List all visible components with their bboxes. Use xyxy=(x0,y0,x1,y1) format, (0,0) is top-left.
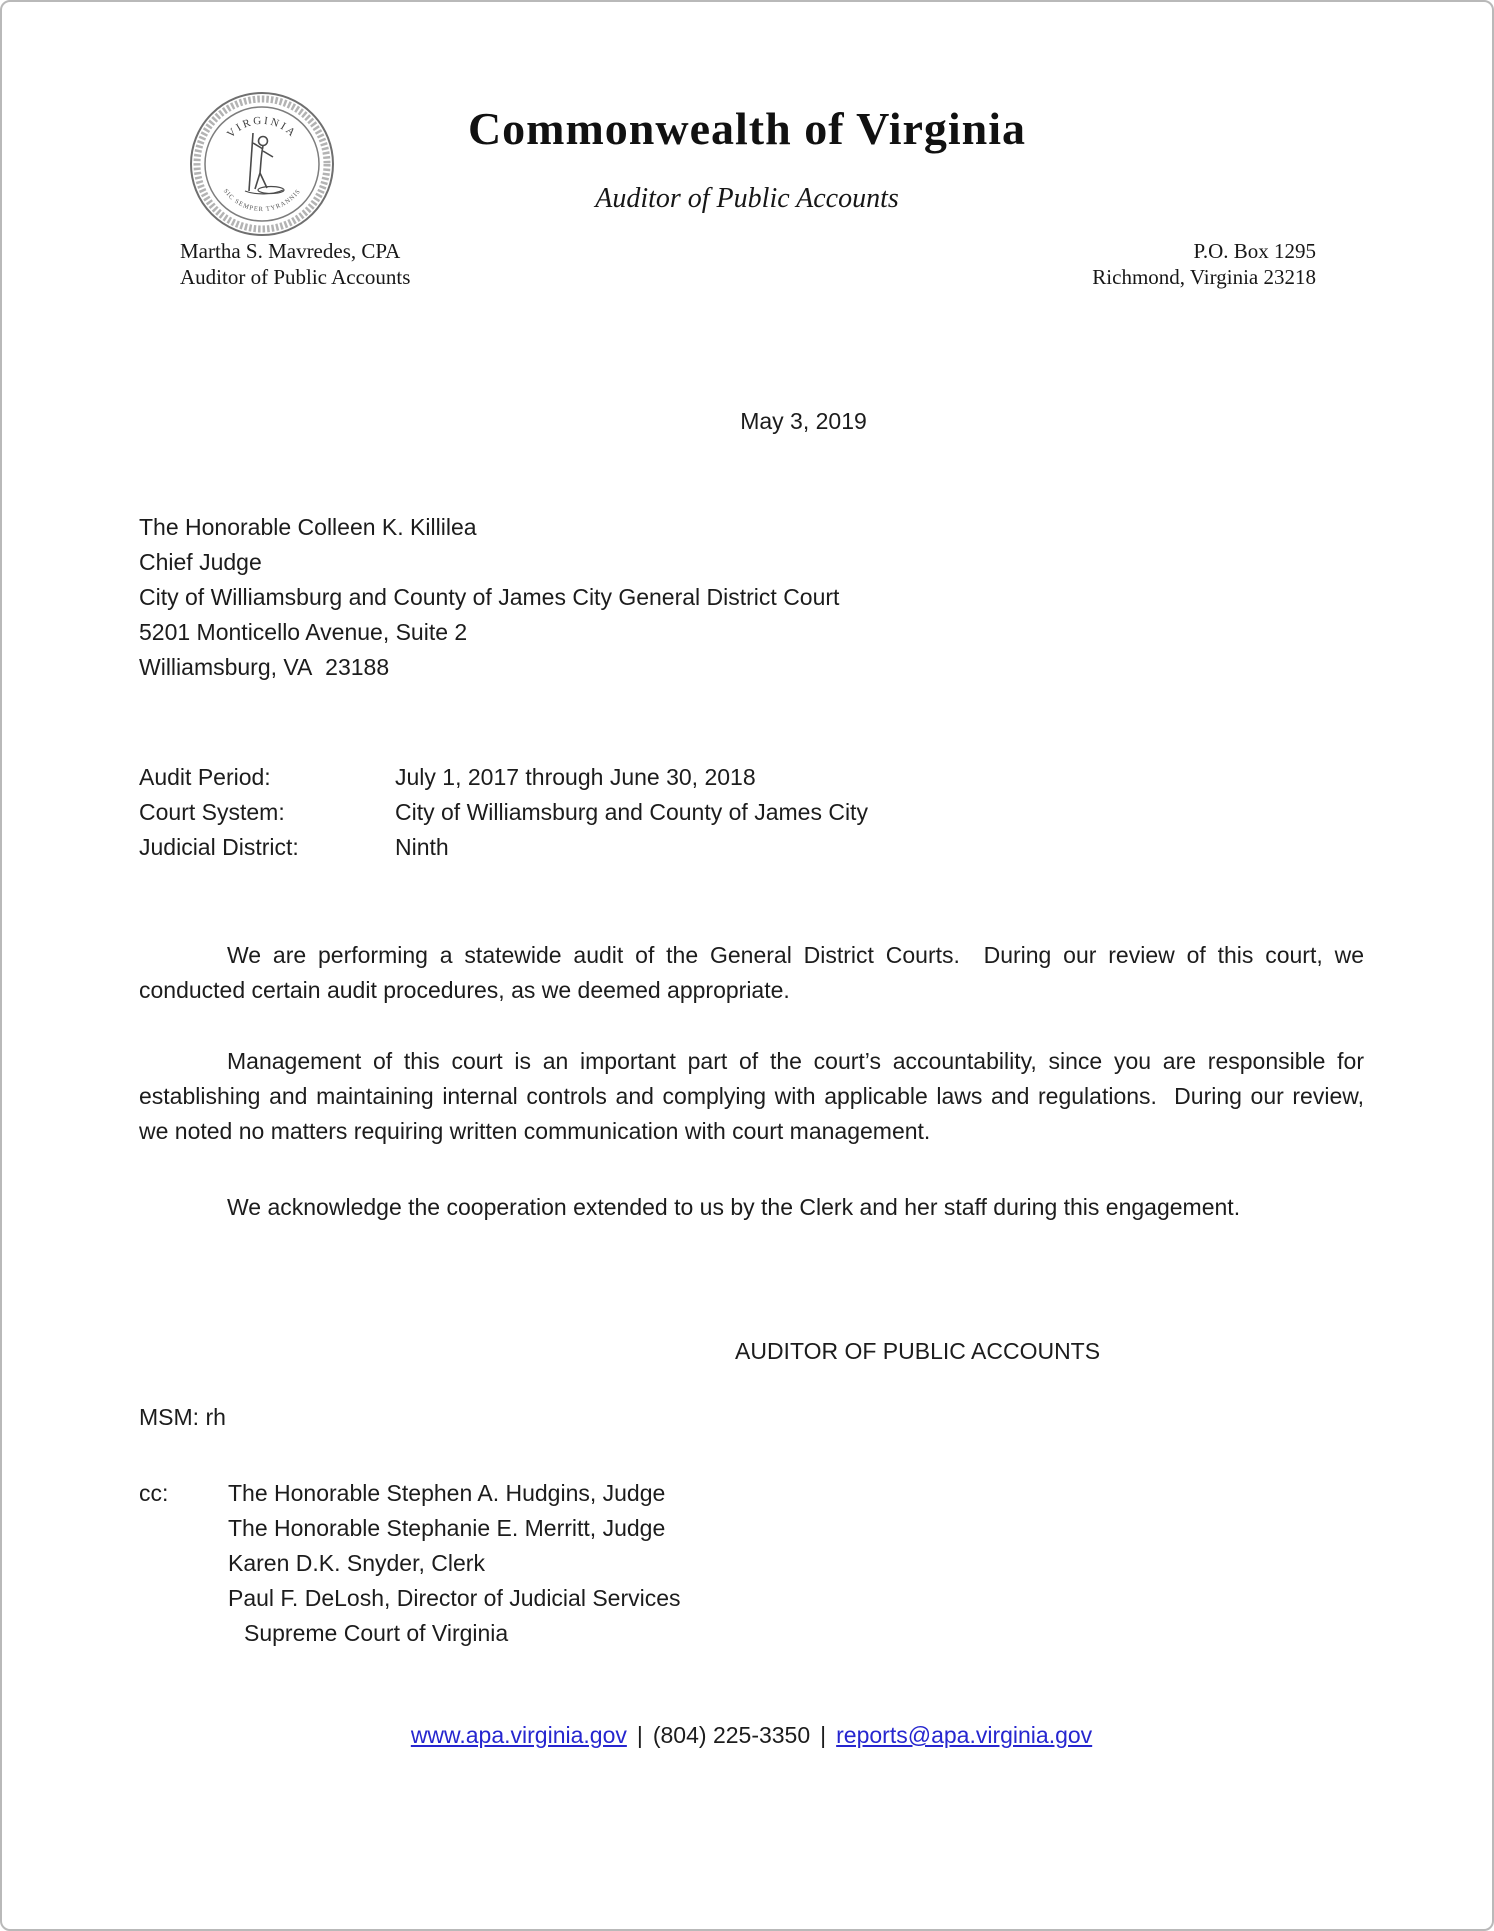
cc-list xyxy=(228,1476,681,1651)
recipient-line: City of Williamsburg and County of James City General District Court xyxy=(139,584,840,610)
footer-separator: | xyxy=(636,1722,643,1748)
recipient-address xyxy=(139,510,1364,685)
email-link[interactable]: reports@apa.virginia.gov xyxy=(836,1722,1093,1748)
judicial-district-value: Ninth xyxy=(395,834,449,860)
footer-separator: | xyxy=(820,1722,827,1748)
recipient-line: The Honorable Colleen K. Killilea xyxy=(139,514,477,540)
court-system-label: Court System: xyxy=(139,799,285,825)
auditor-name-block xyxy=(180,238,410,290)
org-title: Commonwealth of Virginia xyxy=(467,103,1027,154)
body-paragraph: We acknowledge the cooperation extended to us by the Clerk and her staff during this engagement. xyxy=(227,1194,1241,1220)
city-state-zip: Richmond, Virginia 23218 xyxy=(1092,265,1316,289)
audit-period-label: Audit Period: xyxy=(139,764,271,790)
contact-footer xyxy=(139,1718,1364,1753)
letter-content xyxy=(139,404,1364,1753)
court-system-value: City of Williamsburg and County of James City xyxy=(395,799,868,825)
recipient-line: 5201 Monticello Avenue, Suite 2 xyxy=(139,619,468,645)
cc-line: The Honorable Stephanie E. Merritt, Judge xyxy=(228,1515,666,1541)
cc-block xyxy=(139,1476,1364,1651)
judicial-district-label: Judicial District: xyxy=(139,834,299,860)
recipient-line: Chief Judge xyxy=(139,549,262,575)
cc-line: Paul F. DeLosh, Director of Judicial Services xyxy=(228,1585,681,1611)
org-subtitle: Auditor of Public Accounts xyxy=(595,183,899,214)
cc-line: The Honorable Stephen A. Hudgins, Judge xyxy=(228,1480,666,1506)
recipient-line: Williamsburg, VA 23188 xyxy=(139,654,390,680)
cc-label: cc: xyxy=(139,1480,169,1506)
seal-text: VIRGINIA xyxy=(224,114,300,141)
auditor-title: Auditor of Public Accounts xyxy=(180,265,411,289)
cc-line: Karen D.K. Snyder, Clerk xyxy=(228,1550,485,1576)
office-address-block xyxy=(1092,238,1316,290)
audit-info-row xyxy=(139,830,1364,865)
phone-number: (804) 225-3350 xyxy=(652,1722,811,1748)
audit-info-row xyxy=(139,760,1364,795)
website-link[interactable]: www.apa.virginia.gov xyxy=(410,1722,627,1748)
body-paragraph: We are performing a statewide audit of the General District Courts. During our review of this court, we conducted certain audit procedures, as we deemed appropriate. xyxy=(139,942,1364,1003)
cc-line: Supreme Court of Virginia xyxy=(244,1620,509,1646)
body-paragraph: Management of this court is an important part of the court’s accountability, since you are responsible for establishing and maintaining internal controls and complying with applicable laws and regulations. During our review, we noted no matters requiring written communication with court management. xyxy=(139,1048,1364,1144)
po-box: P.O. Box 1295 xyxy=(1193,239,1316,263)
audit-info-table xyxy=(139,760,1364,865)
seal-motto: SIC SEMPER TYRANNIS xyxy=(221,187,303,214)
signature-org: AUDITOR OF PUBLIC ACCOUNTS xyxy=(735,1338,1101,1364)
audit-info-row xyxy=(139,795,1364,830)
letter-date: May 3, 2019 xyxy=(740,408,867,434)
reference-initials: MSM: rh xyxy=(139,1404,226,1430)
audit-period-value: July 1, 2017 through June 30, 2018 xyxy=(395,764,756,790)
auditor-name: Martha S. Mavredes, CPA xyxy=(180,239,401,263)
